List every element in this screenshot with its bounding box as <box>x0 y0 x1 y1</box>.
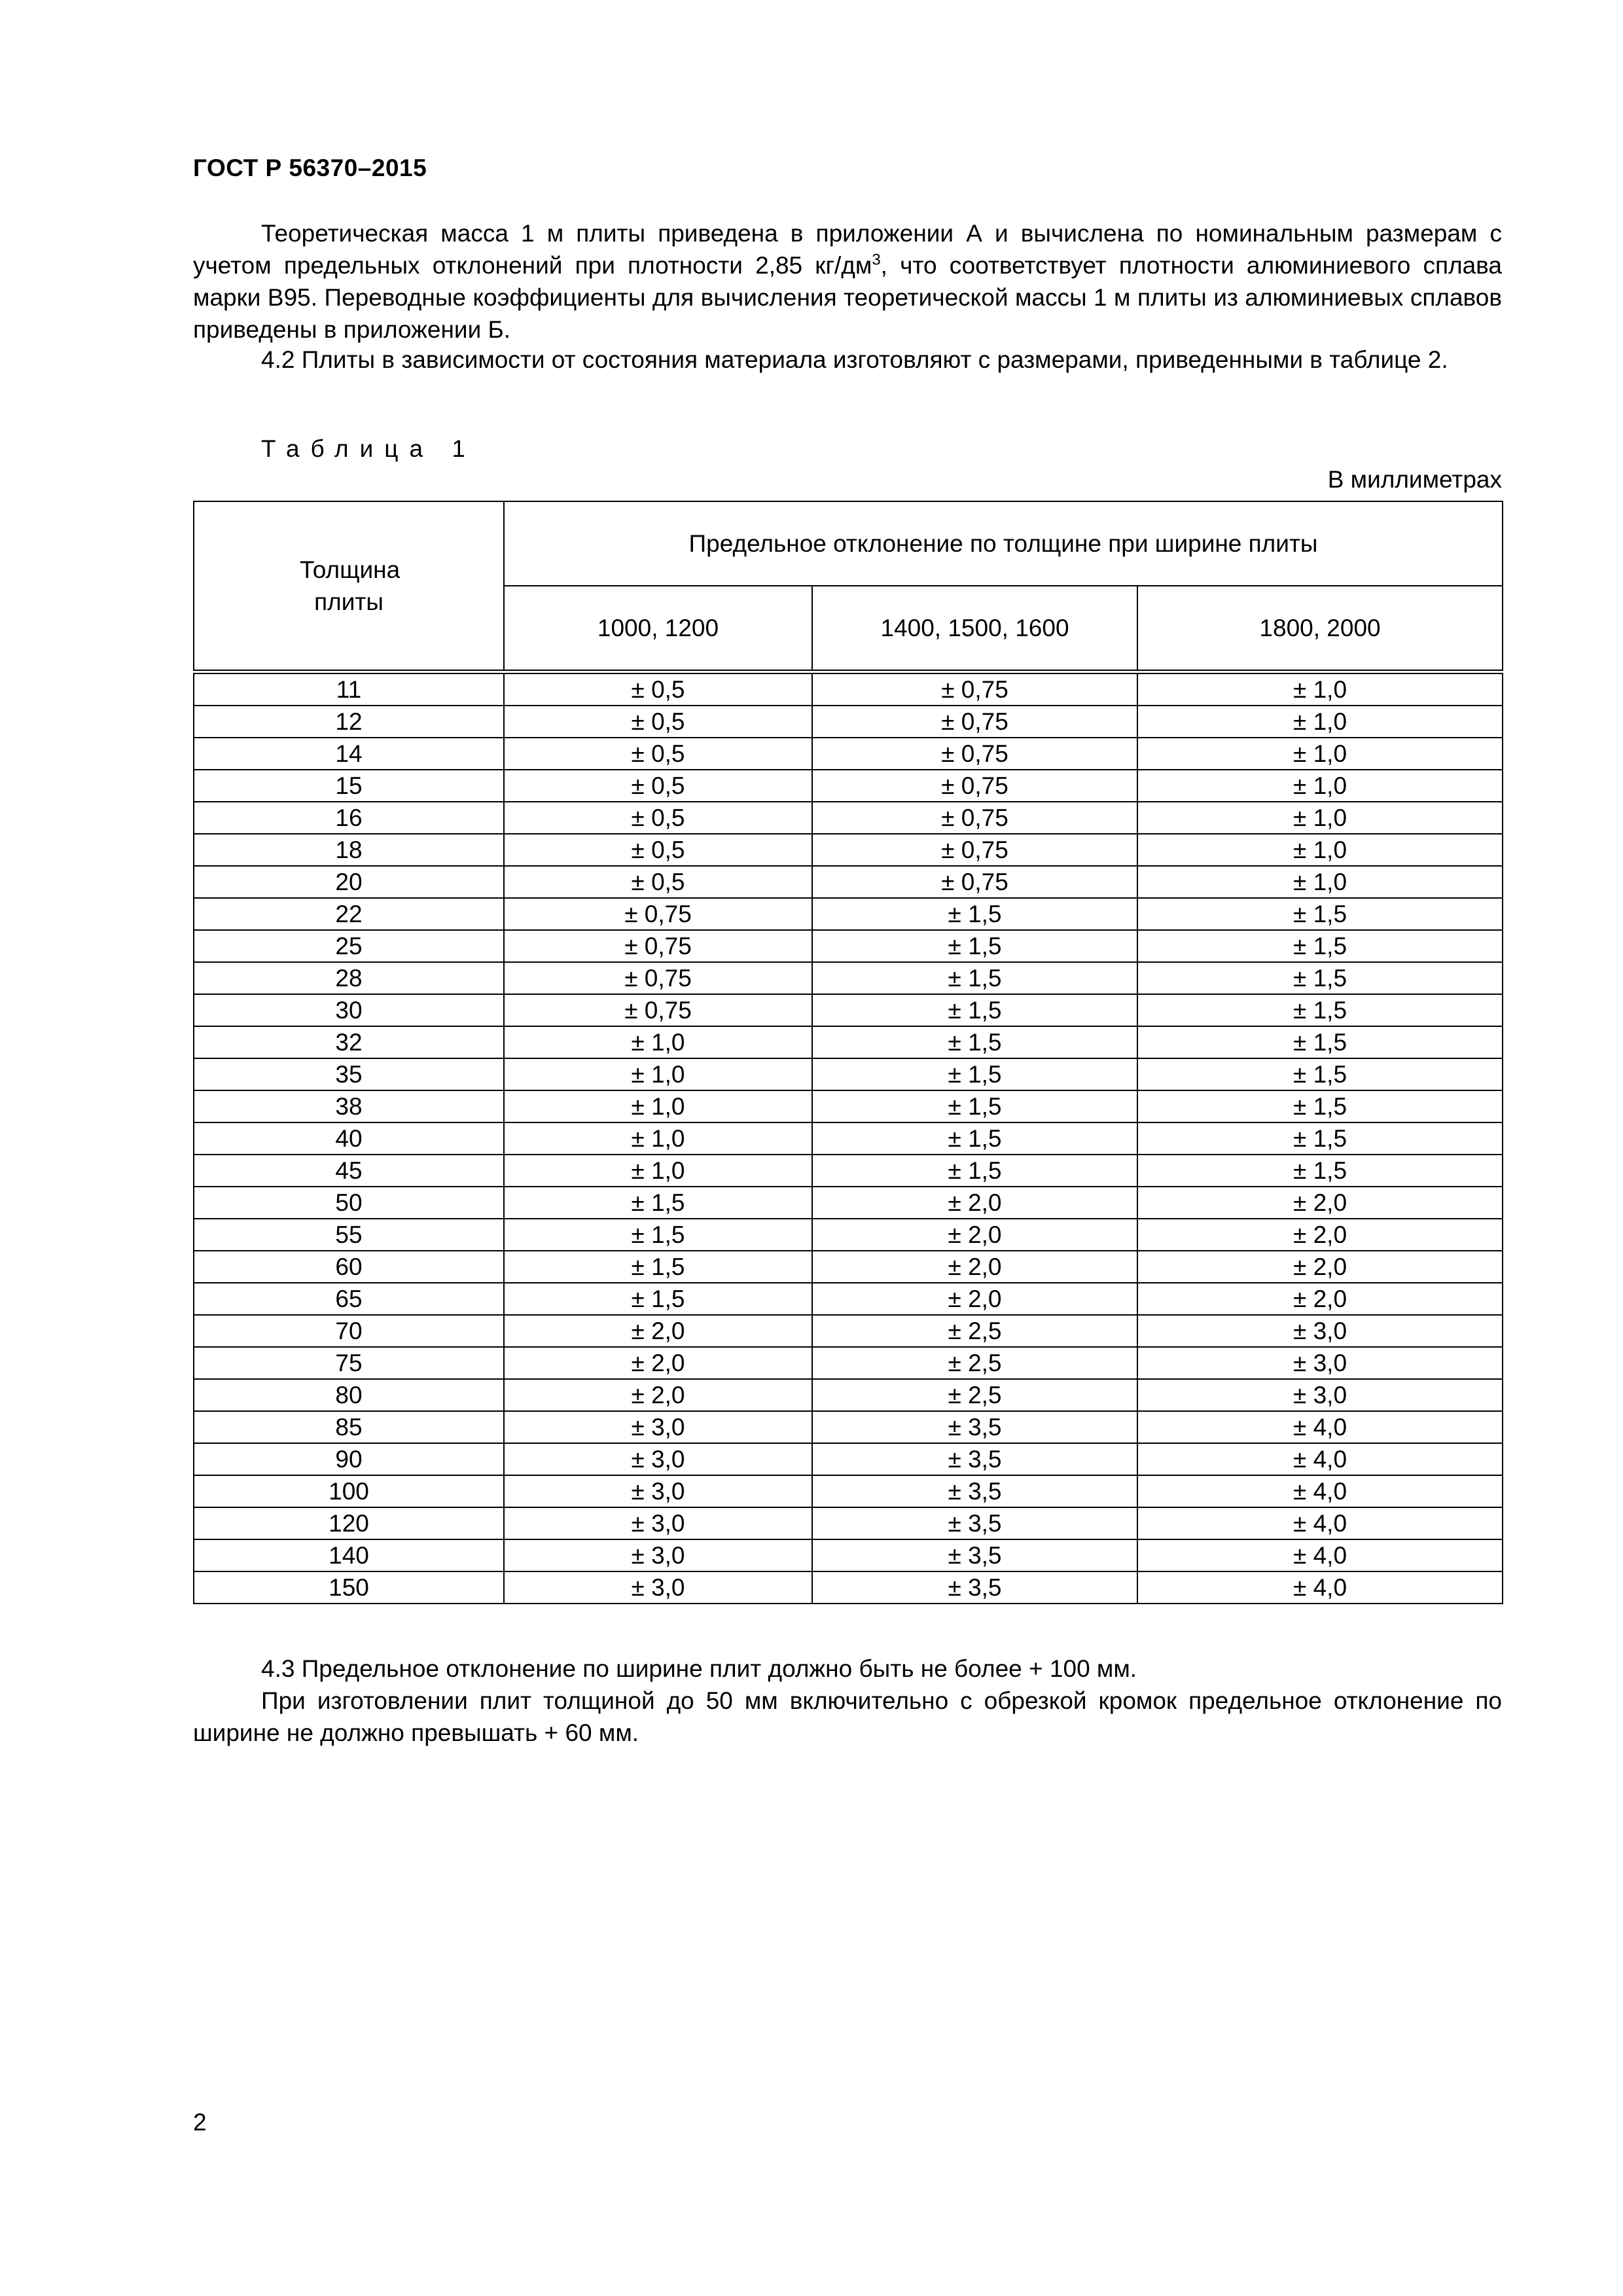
table-row <box>194 1539 1503 1571</box>
table-row <box>194 1379 1503 1411</box>
cell-tolerance: ± 3,5 <box>812 1475 1137 1507</box>
cell-thickness: 30 <box>194 994 504 1026</box>
table-row <box>194 1507 1503 1539</box>
cell-tolerance: ± 0,5 <box>504 770 812 802</box>
cell-tolerance: ± 4,0 <box>1137 1411 1503 1443</box>
table-row <box>194 1347 1503 1379</box>
table-row <box>194 1475 1503 1507</box>
cell-thickness: 12 <box>194 706 504 738</box>
cell-thickness: 60 <box>194 1251 504 1283</box>
table-row <box>194 834 1503 866</box>
subcolumn-header: 1000, 1200 <box>504 586 812 672</box>
cell-tolerance: ± 3,5 <box>812 1539 1137 1571</box>
cell-tolerance: ± 1,5 <box>504 1251 812 1283</box>
cell-thickness: 150 <box>194 1571 504 1604</box>
cell-tolerance: ± 1,0 <box>1137 738 1503 770</box>
cell-thickness: 15 <box>194 770 504 802</box>
table-row <box>194 1571 1503 1604</box>
cell-tolerance: ± 4,0 <box>1137 1507 1503 1539</box>
cell-tolerance: ± 0,75 <box>812 866 1137 898</box>
cell-tolerance: ± 4,0 <box>1137 1443 1503 1475</box>
table-units: В миллиметрах <box>1327 466 1502 493</box>
table-row <box>194 866 1503 898</box>
table-row <box>194 1122 1503 1155</box>
table-caption: Таблица 1 <box>261 435 476 462</box>
cell-tolerance: ± 3,0 <box>504 1411 812 1443</box>
cell-thickness: 80 <box>194 1379 504 1411</box>
paragraph-text: Теоретическая масса 1 м плиты приведена в приложении А и вычислена по номинальным размерам с учетом предельных отклонений при плотности 2,85 кг/дм <box>193 220 1502 279</box>
cell-tolerance: ± 1,0 <box>504 1155 812 1187</box>
table-row <box>194 1411 1503 1443</box>
cell-tolerance: ± 1,5 <box>812 1026 1137 1058</box>
cell-thickness: 11 <box>194 672 504 706</box>
cell-tolerance: ± 3,0 <box>504 1443 812 1475</box>
cell-thickness: 85 <box>194 1411 504 1443</box>
superscript: 3 <box>872 251 881 269</box>
cell-tolerance: ± 1,5 <box>504 1187 812 1219</box>
cell-tolerance: ± 1,5 <box>1137 1155 1503 1187</box>
cell-tolerance: ± 3,0 <box>504 1507 812 1539</box>
cell-tolerance: ± 1,5 <box>504 1219 812 1251</box>
cell-tolerance: ± 2,0 <box>1137 1219 1503 1251</box>
cell-tolerance: ± 0,5 <box>504 706 812 738</box>
subcolumn-header: 1800, 2000 <box>1137 586 1503 672</box>
cell-tolerance: ± 1,0 <box>504 1058 812 1090</box>
cell-tolerance: ± 3,0 <box>1137 1379 1503 1411</box>
cell-tolerance: ± 2,0 <box>812 1219 1137 1251</box>
cell-tolerance: ± 0,5 <box>504 672 812 706</box>
cell-tolerance: ± 1,0 <box>1137 802 1503 834</box>
cell-tolerance: ± 0,5 <box>504 802 812 834</box>
table-row <box>194 1315 1503 1347</box>
cell-tolerance: ± 0,75 <box>812 802 1137 834</box>
table-row <box>194 770 1503 802</box>
cell-tolerance: ± 0,5 <box>504 738 812 770</box>
cell-tolerance: ± 3,0 <box>1137 1315 1503 1347</box>
cell-tolerance: ± 1,0 <box>1137 834 1503 866</box>
cell-tolerance: ± 2,0 <box>812 1187 1137 1219</box>
cell-tolerance: ± 1,5 <box>1137 930 1503 962</box>
cell-tolerance: ± 0,5 <box>504 834 812 866</box>
cell-tolerance: ± 1,5 <box>812 930 1137 962</box>
table-row <box>194 672 1503 706</box>
cell-tolerance: ± 0,75 <box>812 706 1137 738</box>
cell-thickness: 65 <box>194 1283 504 1315</box>
cell-tolerance: ± 3,0 <box>504 1539 812 1571</box>
document-header: ГОСТ Р 56370–2015 <box>193 154 427 181</box>
cell-thickness: 14 <box>194 738 504 770</box>
cell-thickness: 100 <box>194 1475 504 1507</box>
cell-tolerance: ± 1,0 <box>504 1026 812 1058</box>
cell-tolerance: ± 1,5 <box>1137 1026 1503 1058</box>
cell-thickness: 16 <box>194 802 504 834</box>
cell-tolerance: ± 1,0 <box>1137 672 1503 706</box>
table-row <box>194 1155 1503 1187</box>
cell-thickness: 18 <box>194 834 504 866</box>
tolerance-table <box>193 501 1503 1604</box>
cell-tolerance: ± 1,5 <box>812 1058 1137 1090</box>
cell-tolerance: ± 1,5 <box>812 962 1137 994</box>
cell-tolerance: ± 0,75 <box>812 834 1137 866</box>
cell-tolerance: ± 2,5 <box>812 1379 1137 1411</box>
paragraph-text: , что соответствует плотности алюминиевого сплава марки В95. Переводные коэффициенты для вычисления теоретической массы 1 м плиты из алюминиевых сплавов приведены в приложении Б. <box>193 252 1502 343</box>
cell-thickness: 40 <box>194 1122 504 1155</box>
cell-tolerance: ± 0,75 <box>504 994 812 1026</box>
cell-tolerance: ± 2,0 <box>504 1315 812 1347</box>
cell-thickness: 28 <box>194 962 504 994</box>
table-row <box>194 802 1503 834</box>
paragraph-4-2 <box>193 344 1502 376</box>
cell-thickness: 32 <box>194 1026 504 1058</box>
cell-tolerance: ± 2,0 <box>1137 1251 1503 1283</box>
cell-tolerance: ± 3,0 <box>504 1475 812 1507</box>
table-row <box>194 898 1503 930</box>
cell-thickness: 35 <box>194 1058 504 1090</box>
table-row <box>194 1026 1503 1058</box>
cell-tolerance: ± 0,5 <box>504 866 812 898</box>
column-group-header: Предельное отклонение по толщине при ширине плиты <box>504 501 1503 586</box>
cell-thickness: 140 <box>194 1539 504 1571</box>
cell-thickness: 120 <box>194 1507 504 1539</box>
cell-tolerance: ± 3,5 <box>812 1443 1137 1475</box>
cell-tolerance: ± 1,0 <box>1137 706 1503 738</box>
cell-tolerance: ± 0,75 <box>504 962 812 994</box>
paragraph-text: 4.3 Предельное отклонение по ширине плит должно быть не более + 100 мм. <box>261 1655 1137 1682</box>
cell-tolerance: ± 1,0 <box>1137 866 1503 898</box>
cell-tolerance: ± 3,0 <box>1137 1347 1503 1379</box>
subcolumn-header: 1400, 1500, 1600 <box>812 586 1137 672</box>
cell-tolerance: ± 2,0 <box>812 1283 1137 1315</box>
page-number: 2 <box>193 2109 207 2136</box>
cell-thickness: 20 <box>194 866 504 898</box>
table-body <box>194 672 1503 1604</box>
cell-tolerance: ± 2,0 <box>504 1379 812 1411</box>
table-row <box>194 1283 1503 1315</box>
table-row <box>194 1443 1503 1475</box>
column-header-thickness <box>194 501 504 672</box>
table-row <box>194 1251 1503 1283</box>
cell-thickness: 75 <box>194 1347 504 1379</box>
cell-thickness: 45 <box>194 1155 504 1187</box>
cell-tolerance: ± 3,5 <box>812 1571 1137 1604</box>
cell-tolerance: ± 4,0 <box>1137 1475 1503 1507</box>
table-row <box>194 1090 1503 1122</box>
cell-tolerance: ± 0,75 <box>812 738 1137 770</box>
table-row <box>194 962 1503 994</box>
table-row <box>194 1058 1503 1090</box>
cell-tolerance: ± 1,0 <box>1137 770 1503 802</box>
paragraph-theoretical-mass <box>193 217 1502 346</box>
cell-tolerance: ± 2,0 <box>1137 1187 1503 1219</box>
cell-tolerance: ± 1,5 <box>812 1155 1137 1187</box>
paragraph-text: При изготовлении плит толщиной до 50 мм включительно с обрезкой кромок предельное отклонение по ширине не должно превышать + 60 мм. <box>193 1687 1502 1746</box>
cell-thickness: 38 <box>194 1090 504 1122</box>
cell-tolerance: ± 0,75 <box>812 672 1137 706</box>
cell-tolerance: ± 1,5 <box>1137 1122 1503 1155</box>
cell-tolerance: ± 2,5 <box>812 1315 1137 1347</box>
cell-tolerance: ± 3,5 <box>812 1411 1137 1443</box>
cell-tolerance: ± 4,0 <box>1137 1571 1503 1604</box>
cell-thickness: 50 <box>194 1187 504 1219</box>
cell-thickness: 70 <box>194 1315 504 1347</box>
table-row <box>194 994 1503 1026</box>
table-row <box>194 1187 1503 1219</box>
cell-thickness: 90 <box>194 1443 504 1475</box>
cell-tolerance: ± 0,75 <box>504 930 812 962</box>
cell-tolerance: ± 4,0 <box>1137 1539 1503 1571</box>
table-row <box>194 1219 1503 1251</box>
cell-tolerance: ± 2,0 <box>1137 1283 1503 1315</box>
cell-tolerance: ± 1,5 <box>504 1283 812 1315</box>
paragraph-4-3 <box>193 1653 1502 1685</box>
cell-tolerance: ± 1,5 <box>1137 962 1503 994</box>
cell-thickness: 55 <box>194 1219 504 1251</box>
cell-tolerance: ± 0,75 <box>504 898 812 930</box>
paragraph-text: 4.2 Плиты в зависимости от состояния материала изготовляют с размерами, приведенными в таблице 2. <box>261 346 1448 373</box>
paragraph-trimmed-edges <box>193 1685 1502 1749</box>
cell-tolerance: ± 1,0 <box>504 1122 812 1155</box>
table-row <box>194 706 1503 738</box>
cell-tolerance: ± 1,5 <box>1137 1058 1503 1090</box>
table-row <box>194 930 1503 962</box>
cell-thickness: 25 <box>194 930 504 962</box>
cell-tolerance: ± 1,0 <box>504 1090 812 1122</box>
cell-tolerance: ± 1,5 <box>1137 898 1503 930</box>
cell-tolerance: ± 0,75 <box>812 770 1137 802</box>
cell-tolerance: ± 2,5 <box>812 1347 1137 1379</box>
cell-tolerance: ± 3,0 <box>504 1571 812 1604</box>
cell-tolerance: ± 1,5 <box>812 994 1137 1026</box>
cell-tolerance: ± 1,5 <box>812 1090 1137 1122</box>
cell-thickness: 22 <box>194 898 504 930</box>
header-text: Толщина плиты <box>300 556 401 615</box>
cell-tolerance: ± 1,5 <box>1137 1090 1503 1122</box>
cell-tolerance: ± 2,0 <box>504 1347 812 1379</box>
cell-tolerance: ± 1,5 <box>1137 994 1503 1026</box>
cell-tolerance: ± 1,5 <box>812 898 1137 930</box>
cell-tolerance: ± 3,5 <box>812 1507 1137 1539</box>
table-row <box>194 738 1503 770</box>
cell-tolerance: ± 1,5 <box>812 1122 1137 1155</box>
cell-tolerance: ± 2,0 <box>812 1251 1137 1283</box>
